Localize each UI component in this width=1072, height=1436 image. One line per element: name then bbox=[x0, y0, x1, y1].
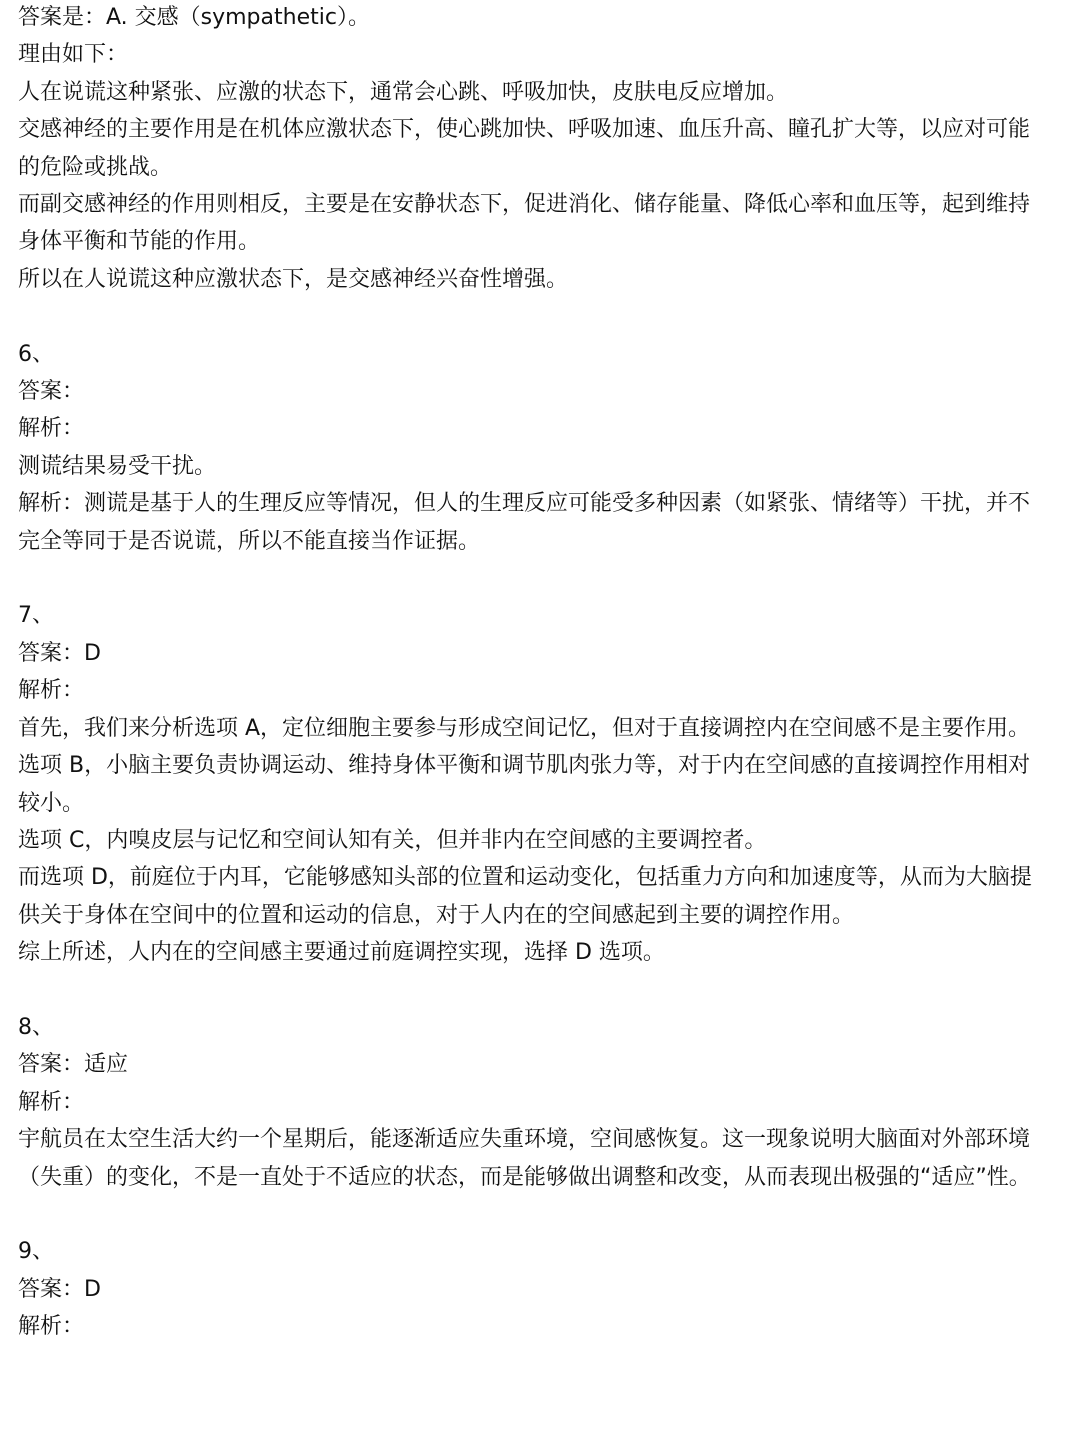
q6-line-1: 测谎结果易受干扰。 bbox=[18, 453, 217, 479]
q8-analysis-label: 解析： bbox=[18, 1089, 85, 1115]
q7-paragraph-4: 而选项 D，前庭位于内耳，它能够感知头部的位置和运动变化，包括重力方向和加速度等，从而为大脑提供关于身体在空间中的位置和运动的信息，对于人内在的空间感起到主要的调控作用。 bbox=[18, 865, 1032, 928]
q7-analysis-label: 解析： bbox=[18, 678, 85, 704]
q7-paragraph-5: 综上所述，人内在的空间感主要通过前庭调控实现，选择 D 选项。 bbox=[18, 940, 665, 966]
q6-answer: 答案： bbox=[18, 379, 85, 405]
q8-number: 8、 bbox=[18, 1014, 54, 1040]
section-gap bbox=[18, 972, 1032, 1009]
q8-answer: 答案：适应 bbox=[18, 1052, 129, 1078]
q6-line-2: 解析：测谎是基于人的生理反应等情况，但人的生理反应可能受多种因素（如紧张、情绪等）干扰，并不完全等同于是否说谎，所以不能直接当作证据。 bbox=[18, 491, 1031, 554]
q9-number: 9、 bbox=[18, 1239, 54, 1265]
q5-paragraph-1: 人在说谎这种紧张、应激的状态下，通常会心跳、呼吸加快，皮肤电反应增加。 bbox=[18, 79, 789, 105]
q7-paragraph-1: 首先，我们来分析选项 A，定位细胞主要参与形成空间记忆，但对于直接调控内在空间感不是主要作用。 bbox=[18, 715, 1031, 741]
q6-number: 6、 bbox=[18, 341, 54, 367]
document-body bbox=[18, 0, 1032, 1346]
q7-paragraph-3: 选项 C，内嗅皮层与记忆和空间认知有关，但并非内在空间感的主要调控者。 bbox=[18, 827, 767, 853]
q5-paragraph-2: 交感神经的主要作用是在机体应激状态下，使心跳加快、呼吸加速、血压升高、瞳孔扩大等，以应对可能的危险或挑战。 bbox=[18, 117, 1031, 180]
q7-paragraph-2: 选项 B，小脑主要负责协调运动、维持身体平衡和调节肌肉张力等，对于内在空间感的直接调控作用相对较小。 bbox=[18, 753, 1031, 816]
q5-paragraph-4: 所以在人说谎这种应激状态下，是交感神经兴奋性增强。 bbox=[18, 266, 569, 292]
section-gap bbox=[18, 1196, 1032, 1233]
q8-paragraph-1: 宇航员在太空生活大约一个星期后，能逐渐适应失重环境，空间感恢复。这一现象说明大脑面对外部环境（失重）的变化，不是一直处于不适应的状态，而是能够做出调整和改变，从而表现出极强的“适应”性。 bbox=[18, 1127, 1031, 1190]
q9-answer: 答案：D bbox=[18, 1276, 101, 1302]
q6-analysis-label: 解析： bbox=[18, 416, 85, 442]
q5-answer-line: 答案是：A. 交感（sympathetic）。 bbox=[18, 5, 370, 30]
section-gap bbox=[18, 298, 1032, 335]
q7-number: 7、 bbox=[18, 603, 54, 629]
q5-reason-heading: 理由如下： bbox=[18, 42, 129, 68]
section-gap bbox=[18, 560, 1032, 597]
q5-paragraph-3: 而副交感神经的作用则相反，主要是在安静状态下，促进消化、储存能量、降低心率和血压等，起到维持身体平衡和节能的作用。 bbox=[18, 192, 1031, 255]
q9-analysis-label: 解析： bbox=[18, 1314, 85, 1340]
q7-answer: 答案：D bbox=[18, 640, 101, 666]
